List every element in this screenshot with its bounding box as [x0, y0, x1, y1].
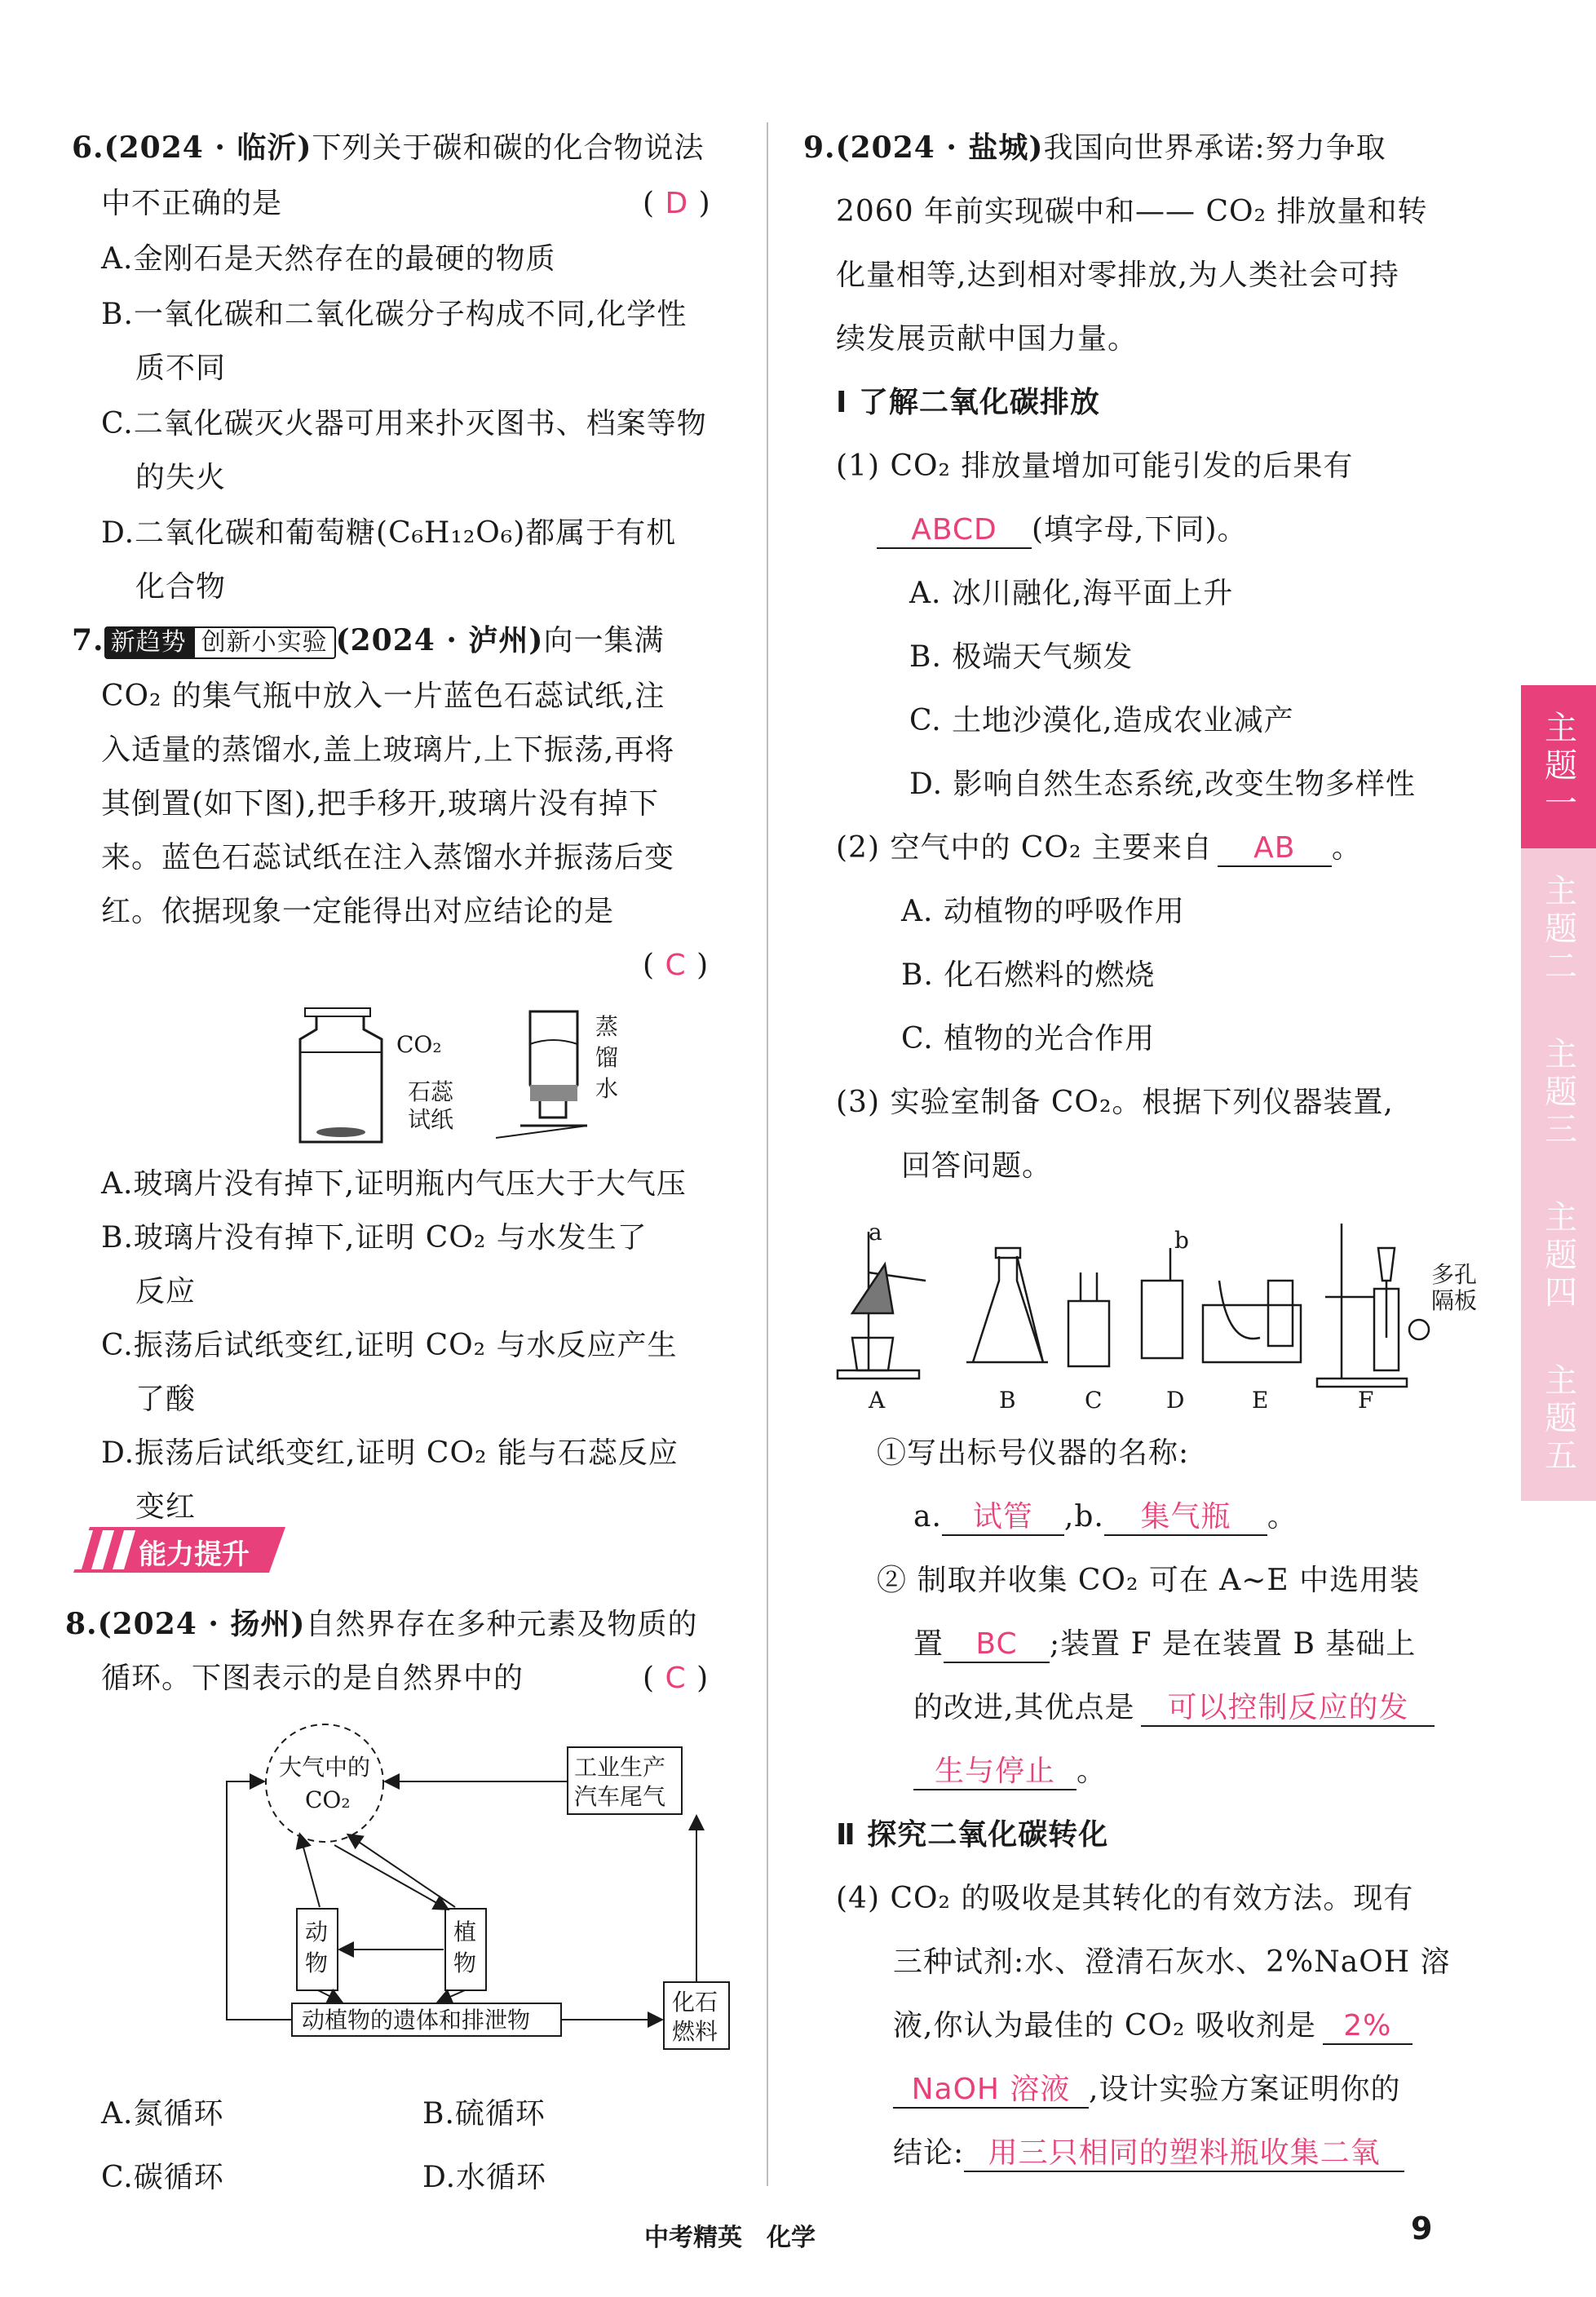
q9-q2-answer: BC — [944, 1626, 1050, 1663]
q6-line2 — [101, 186, 282, 221]
q7-fig-water-1: 蒸 — [595, 1013, 619, 1040]
q7-option-d: D.振荡后试纸变红,证明 CO₂ 能与石蕊反应 — [101, 1436, 679, 1470]
ability-label: 能力提升 — [139, 1538, 250, 1571]
footer-title: 中考精英 化学 — [644, 2224, 816, 2252]
q8-fig-industry-1: 工业生产 — [574, 1754, 666, 1781]
q9-part4-4-line — [893, 2072, 1400, 2109]
q7-stem-3: 入适量的蒸馏水,盖上玻璃片,上下振荡,再将 — [101, 733, 675, 767]
q6-option-a: A.金刚石是天然存在的最硬的物质 — [101, 242, 556, 276]
q7-option-a: A.玻璃片没有掉下,证明瓶内气压大于大气压 — [101, 1167, 687, 1201]
q6-option-d: D.二氧化碳和葡萄糖(C₆H₁₂O₆)都属于有机 — [101, 516, 677, 550]
side-tab-1[interactable]: 主题一 — [1521, 685, 1596, 848]
q8-option-b: B.硫循环 — [422, 2097, 546, 2131]
q9-part4-answer-3: 用三只相同的塑料瓶收集二氧 — [964, 2135, 1404, 2172]
q8-fig-remains: 动植物的遗体和排泄物 — [302, 2007, 531, 2034]
q7-fig-paper-1: 石蕊 — [408, 1078, 454, 1105]
app-label-b: B — [999, 1387, 1016, 1414]
q9-part1-answer-line — [877, 512, 1248, 549]
q9-b-label: ,b. — [1063, 1500, 1104, 1534]
q9-part4-5: 结论: — [893, 2136, 965, 2170]
q6-stem-2: 中不正确的是 — [101, 187, 283, 220]
q6-number: 6. — [72, 131, 104, 165]
q9-part3-q1-answers — [913, 1499, 1298, 1536]
app-label-a: A — [869, 1387, 886, 1414]
q9-q2-pre: 置 — [913, 1627, 944, 1661]
q9-stem-2: 2060 年前实现碳中和—— CO₂ 排放量和转 — [836, 195, 1428, 228]
app-label-c: C — [1085, 1387, 1103, 1414]
q8-option-d: D.水循环 — [422, 2161, 547, 2194]
q9-part4-answer-2: NaOH 溶液 — [893, 2072, 1089, 2109]
app-label-d: D — [1166, 1387, 1185, 1414]
q7-answer-bracket: ( C ) — [643, 949, 710, 982]
q9-section-1: Ⅰ 了解二氧化碳排放 — [836, 386, 1100, 419]
q6-answer-bracket: ( D ) — [643, 187, 711, 220]
q9-part4-3-line — [893, 2008, 1413, 2045]
q7-option-c-cont: 了酸 — [135, 1383, 197, 1416]
app-f-porous-1: 多孔 — [1431, 1261, 1478, 1288]
q6-option-d-cont: 化合物 — [135, 570, 227, 604]
q7-experiment-tag: 创新小实验 — [193, 626, 336, 659]
app-b-label: b — [1174, 1227, 1189, 1254]
side-tab-5[interactable]: 主题五 — [1521, 1338, 1596, 1501]
q8-option-c: C.碳循环 — [101, 2161, 224, 2194]
q9-part4-answer-1: 2% — [1323, 2008, 1413, 2045]
q7-bottle-figure — [292, 1003, 634, 1166]
q9-part3-q2-line3 — [913, 1690, 1435, 1727]
q9-part3-q2: ② 制取并收集 CO₂ 可在 A~E 中选用装 — [877, 1564, 1421, 1597]
q9-line1 — [803, 131, 1386, 166]
q9-section-2: Ⅱ 探究二氧化碳转化 — [836, 1818, 1109, 1852]
q9-part1-option-d: D. 影响自然生态系统,改变生物多样性 — [909, 768, 1416, 801]
q8-fig-air-1: 大气中的 — [279, 1754, 371, 1781]
page-number: 9 — [1411, 2211, 1433, 2246]
q9-part1-answer: ABCD — [877, 512, 1032, 549]
q6-option-b-cont: 质不同 — [135, 352, 227, 385]
q7-option-d-cont: 变红 — [135, 1490, 197, 1524]
app-label-f: F — [1358, 1387, 1374, 1414]
q9-q2-advantage-2: 生与停止 — [913, 1754, 1077, 1790]
q7-fig-water-3: 水 — [595, 1075, 619, 1102]
q7-line1 — [72, 623, 664, 659]
side-tab-2[interactable]: 主题二 — [1521, 848, 1596, 1011]
q9-q2-mid: ;装置 F 是在装置 B 基础上 — [1050, 1627, 1417, 1661]
q9-part4-5-line — [893, 2135, 1404, 2172]
q9-stem-3: 化量相等,达到相对零排放,为人类社会可持 — [836, 259, 1399, 292]
q9-part4-1: (4) CO₂ 的吸收是其转化的有效方法。现有 — [836, 1882, 1414, 1915]
q8-fig-animal-1: 动 — [305, 1919, 329, 1945]
q9-b-answer: 集气瓶 — [1104, 1499, 1267, 1536]
q9-part1-hint: (填字母,下同)。 — [1032, 513, 1248, 547]
column-divider — [767, 122, 768, 2186]
app-f-porous-2: 隔板 — [1431, 1287, 1478, 1314]
q9-part3-stem-2: 回答问题。 — [901, 1149, 1053, 1183]
q8-fig-fossil-1: 化石 — [672, 1989, 718, 2016]
app-a-label: a — [869, 1219, 882, 1246]
q7-number: 7. — [72, 623, 104, 657]
q9-q2-advantage-label: 的改进,其优点是 — [913, 1691, 1135, 1724]
q8-fig-animal-2: 物 — [305, 1950, 329, 1976]
side-tab-3[interactable]: 主题三 — [1521, 1011, 1596, 1175]
q7-stem-2: CO₂ 的集气瓶中放入一片蓝色石蕊试纸,注 — [101, 679, 665, 713]
q7-fig-paper-2: 试纸 — [408, 1106, 454, 1133]
q9-source: (2024 · 盐城) — [835, 131, 1044, 165]
q8-option-a: A.氮循环 — [101, 2097, 224, 2131]
side-tab-4[interactable]: 主题四 — [1521, 1175, 1596, 1338]
q9-stem: 我国向世界承诺:努力争取 — [1043, 131, 1386, 165]
q8-answer-bracket: ( C ) — [643, 1662, 710, 1695]
q8-cycle-diagram — [145, 1713, 765, 2045]
q9-part2-answer: AB — [1218, 830, 1332, 867]
q7-fig-co2: CO₂ — [396, 1031, 442, 1058]
q7-source: (2024 · 泸州) — [335, 623, 544, 657]
q7-option-b-cont: 反应 — [135, 1275, 197, 1308]
q6-option-c-cont: 的失火 — [135, 461, 227, 494]
q9-part4-4: ,设计实验方案证明你的 — [1089, 2073, 1401, 2106]
ability-banner — [73, 1527, 285, 1573]
q9-part1-option-b: B. 极端天气频发 — [909, 640, 1134, 674]
q8-number: 8. — [65, 1607, 98, 1641]
q9-part4-3: 液,你认为最佳的 CO₂ 吸收剂是 — [893, 2009, 1316, 2043]
q9-part1-option-c: C. 土地沙漠化,造成农业减产 — [909, 704, 1294, 737]
q9-part2-end: 。 — [1331, 831, 1362, 865]
q7-trend-tag: 新趋势 — [104, 626, 193, 659]
q8-stem-2: 循环。下图表示的是自然界中的 — [101, 1662, 524, 1695]
q7-stem: 向一集满 — [543, 624, 665, 657]
q8-fig-industry-2: 汽车尾气 — [574, 1783, 666, 1810]
q8-source: (2024 · 扬州) — [97, 1607, 306, 1641]
q9-part3-stem: (3) 实验室制备 CO₂。根据下列仪器装置, — [836, 1086, 1394, 1119]
q9-part3-q2-line4 — [913, 1754, 1107, 1790]
q9-apparatus-figure — [836, 1215, 1478, 1414]
q9-part2-option-c: C. 植物的光合作用 — [901, 1022, 1156, 1056]
q6-stem: 下列关于碳和碳的化合物说法 — [312, 131, 705, 165]
q9-part4-2: 三种试剂:水、澄清石灰水、2%NaOH 溶 — [893, 1945, 1451, 1979]
q7-option-c: C.振荡后试纸变红,证明 CO₂ 与水反应产生 — [101, 1329, 678, 1362]
q9-a-label: a. — [913, 1500, 942, 1534]
q9-part1-option-a: A. 冰川融化,海平面上升 — [909, 577, 1234, 610]
q8-line1 — [65, 1607, 697, 1642]
q7-answer: C — [665, 949, 687, 982]
q8-fig-plant-2: 物 — [453, 1950, 477, 1976]
q8-answer: C — [665, 1662, 687, 1695]
q6-option-b: B.一氧化碳和二氧化碳分子构成不同,化学性 — [101, 298, 687, 331]
q8-fig-plant-1: 植 — [453, 1919, 477, 1945]
q9-q2-advantage-1: 可以控制反应的发 — [1141, 1690, 1435, 1727]
q9-q2-end: 。 — [1077, 1755, 1107, 1788]
q9-part1-stem: (1) CO₂ 排放量增加可能引发的后果有 — [836, 449, 1354, 483]
side-tabs — [1521, 685, 1596, 1501]
q7-stem-5: 来。蓝色石蕊试纸在注入蒸馏水并振荡后变 — [101, 841, 675, 874]
q9-b-end: 。 — [1267, 1500, 1298, 1534]
q6-answer: D — [665, 187, 689, 220]
q7-stem-4: 其倒置(如下图),把手移开,玻璃片没有掉下 — [101, 787, 659, 821]
q9-part2-line — [836, 830, 1362, 867]
app-label-e: E — [1252, 1387, 1269, 1414]
q6-option-c: C.二氧化碳灭火器可用来扑灭图书、档案等物 — [101, 407, 707, 440]
q6-line1 — [72, 131, 704, 166]
q9-part2-option-b: B. 化石燃料的燃烧 — [901, 958, 1156, 992]
q7-option-b: B.玻璃片没有掉下,证明 CO₂ 与水发生了 — [101, 1221, 648, 1255]
q8-fig-fossil-2: 燃料 — [672, 2018, 718, 2045]
q9-a-answer: 试管 — [942, 1499, 1064, 1536]
q6-source: (2024 · 临沂) — [104, 131, 312, 165]
q9-number: 9. — [803, 131, 836, 165]
q9-part2-stem: (2) 空气中的 CO₂ 主要来自 — [836, 831, 1213, 865]
q9-stem-4: 续发展贡献中国力量。 — [836, 322, 1138, 356]
q9-part3-q1: ①写出标号仪器的名称: — [877, 1436, 1190, 1470]
q9-part3-q2-line2 — [913, 1626, 1416, 1663]
q8-fig-air-2: CO₂ — [305, 1786, 351, 1813]
q7-fig-water-2: 馏 — [595, 1044, 619, 1071]
q8-stem: 自然界存在多种元素及物质的 — [305, 1608, 698, 1641]
q7-stem-6: 红。依据现象一定能得出对应结论的是 — [101, 895, 615, 928]
q9-part2-option-a: A. 动植物的呼吸作用 — [901, 895, 1185, 928]
